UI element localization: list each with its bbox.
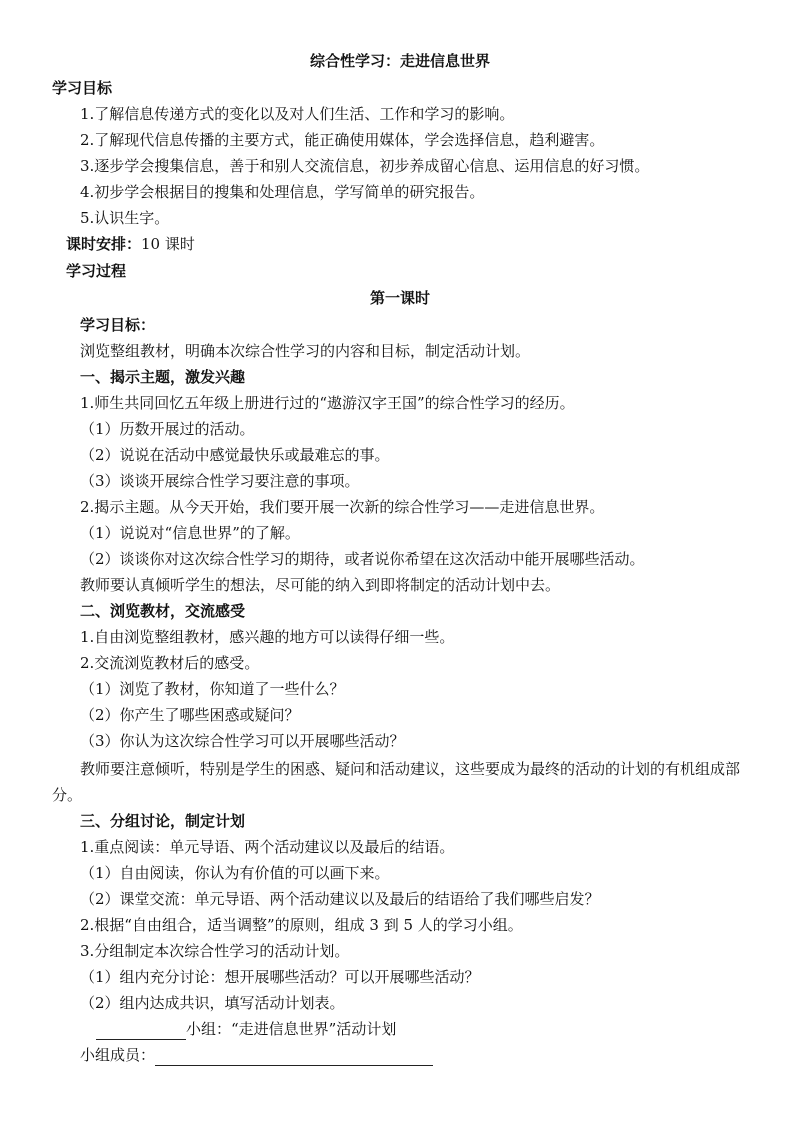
members-blank[interactable]	[155, 1049, 433, 1066]
lesson-goal-heading: 学习目标：	[80, 316, 156, 334]
section-line: （1）组内充分讨论：想开展哪些活动？可以开展哪些活动？	[80, 968, 480, 986]
schedule-line	[66, 233, 195, 255]
section-line: （2）谈谈你对这次综合性学习的期待，或者说你希望在这次活动中能开展哪些活动。	[80, 550, 645, 568]
section-heading: 一、揭示主题，激发兴趣	[80, 368, 246, 386]
section-line: 1.重点阅读：单元导语、两个活动建议以及最后的结语。	[80, 838, 455, 856]
section-line: 1.师生共同回忆五年级上册进行过的“遨游汉字王国”的综合性学习的经历。	[80, 394, 575, 412]
document-title: 综合性学习：走进信息世界	[309, 52, 490, 70]
group-name-blank[interactable]	[96, 1023, 186, 1040]
section-line: 2.交流浏览教材后的感受。	[80, 654, 260, 672]
goal-item: 4.初步学会根据目的搜集和处理信息，学写简单的研究报告。	[80, 183, 485, 201]
goals-heading: 学习目标	[52, 79, 113, 97]
members-line	[80, 1044, 433, 1066]
section-line: （2）你产生了哪些困惑或疑问？	[80, 706, 300, 724]
process-heading: 学习过程	[66, 262, 127, 280]
section-line: （2）组内达成共识，填写活动计划表。	[80, 994, 345, 1012]
section-line: 3.分组制定本次综合性学习的活动计划。	[80, 942, 350, 960]
section-paragraph: 教师要注意倾听，特别是学生的困惑、疑问和活动建议，这些要成为最终的活动的计划的有机组成部分。	[52, 760, 741, 804]
plan-title-line	[96, 1018, 396, 1040]
schedule-label: 课时安排：	[66, 235, 142, 253]
section-line: （1）自由阅读，你认为有价值的可以画下来。	[80, 864, 390, 882]
plan-title: 小组：“走进信息世界”活动计划	[186, 1020, 397, 1038]
section-line: （1）历数开展过的活动。	[80, 420, 255, 438]
section-line: 2.揭示主题。从今天开始，我们要开展一次新的综合性学习——走进信息世界。	[80, 498, 605, 516]
section-line: （3）谈谈开展综合性学习要注意的事项。	[80, 472, 360, 490]
section-line: （1）说说对“信息世界”的了解。	[80, 524, 300, 542]
goal-item: 5.认识生字。	[80, 209, 170, 227]
goal-item: 2.了解现代信息传播的主要方式，能正确使用媒体，学会选择信息，趋利避害。	[80, 131, 605, 149]
lesson-goal-text: 浏览整组教材，明确本次综合性学习的内容和目标，制定活动计划。	[80, 342, 531, 360]
lesson-title: 第一课时	[369, 289, 430, 307]
goal-item: 3.逐步学会搜集信息，善于和别人交流信息，初步养成留心信息、运用信息的好习惯。	[80, 157, 650, 175]
goal-item: 1.了解信息传递方式的变化以及对人们生活、工作和学习的影响。	[80, 105, 515, 123]
members-label: 小组成员：	[80, 1046, 156, 1064]
section-line: （3）你认为这次综合性学习可以开展哪些活动？	[80, 732, 405, 750]
schedule-value: 10 课时	[141, 235, 195, 253]
section-line: （2）说说在活动中感觉最快乐或最难忘的事。	[80, 446, 390, 464]
section-heading: 三、分组讨论，制定计划	[80, 812, 246, 830]
section-line: （1）浏览了教材，你知道了一些什么？	[80, 680, 345, 698]
section-line: 2.根据“自由组合，适当调整”的原则，组成 3 到 5 人的学习小组。	[80, 916, 523, 934]
section-line: 教师要认真倾听学生的想法，尽可能的纳入到即将制定的活动计划中去。	[80, 576, 561, 594]
section-line: 1.自由浏览整组教材，感兴趣的地方可以读得仔细一些。	[80, 628, 455, 646]
section-line: （2）课堂交流：单元导语、两个活动建议以及最后的结语给了我们哪些启发？	[80, 890, 600, 908]
section-heading: 二、浏览教材，交流感受	[80, 602, 246, 620]
